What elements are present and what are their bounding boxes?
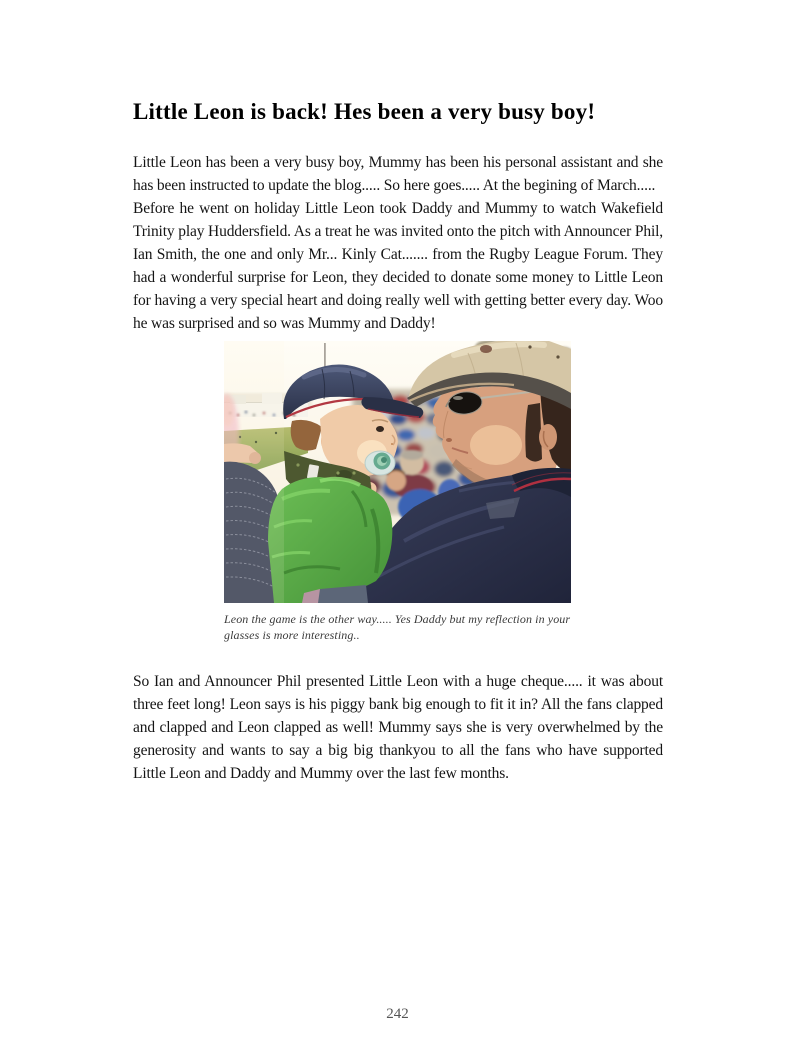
- leon-eye: [376, 426, 384, 432]
- photo-figure: [224, 341, 576, 643]
- leon-dummy: [365, 451, 395, 475]
- article-title: Little Leon is back! Hes been a very busy boy!: [133, 99, 596, 124]
- rugby-match-photo: [224, 341, 571, 603]
- page-number-label: 242: [386, 1006, 409, 1022]
- paragraph-match-day: Before he went on holiday Little Leon took Daddy and Mummy to watch Wakefield Trinity play Huddersfield. As a treat he was invited onto the pitch with Announcer Phil, Ian Smith, the one and only Mr... Kinly Cat....... from the Rugby League Forum. They had a wonderful surprise for Leon, they decided to donate some money to Little Leon for having a very special heart and doing really well with getting better every day. Woo he was surprised and so was Mummy and Daddy!: [133, 200, 663, 332]
- photo-caption: Leon the game is the other way..... Yes Daddy but my reflection in your glasses is more interesting..: [224, 612, 571, 642]
- document-content: [133, 97, 663, 785]
- paragraph-intro: Little Leon has been a very busy boy, Mummy has been his personal assistant and she has been instructed to update the blog..... So here goes..... At the begining of March.....: [133, 154, 663, 194]
- photo-sunlight-overlay: [224, 341, 284, 603]
- paragraph-cheque: So Ian and Announcer Phil presented Little Leon with a huge cheque..... it was about three feet long! Leon says is his piggy bank big enough to fit it in? All the fans clapped and clapped and Leon clapped as well! Mummy says she is very overwhelmed by the generosity and wants to say a big big thankyou to all the fans who have supported Little Leon and Daddy and Mummy over the last few months.: [133, 673, 663, 782]
